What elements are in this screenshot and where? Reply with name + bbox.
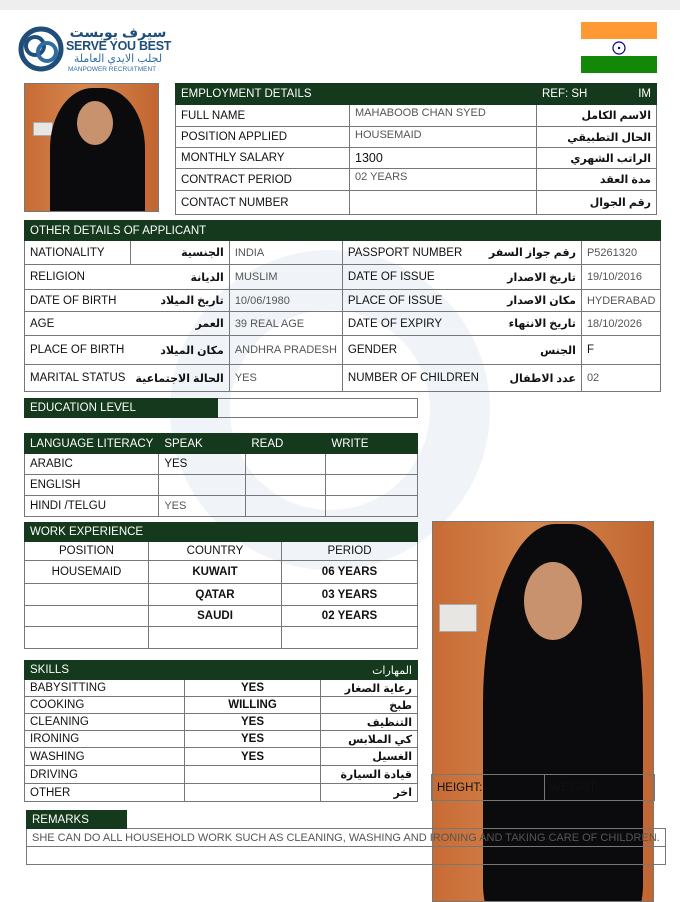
date-of-birth-value: 10/06/1980 — [229, 290, 342, 312]
education-level-header: EDUCATION LEVEL — [25, 399, 218, 418]
applicant-photo-small — [24, 83, 159, 212]
work-experience-table — [24, 522, 418, 649]
skill-cleaning-arabic: التنظيف — [321, 714, 418, 731]
work-row-period: 03 YEARS — [282, 584, 418, 606]
hindi-speak: YES — [159, 496, 246, 517]
logo-arabic-name: سيرف يوبست — [69, 24, 167, 40]
work-row-country: KUWAIT — [149, 561, 282, 584]
number-of-children-value: 02 — [581, 365, 660, 392]
education-level-value — [218, 399, 418, 418]
monthly-salary-arabic: الراتب الشهري — [537, 148, 657, 169]
place-of-birth-label: PLACE OF BIRTH — [25, 336, 131, 365]
english-write — [326, 475, 418, 496]
remarks-blank-line — [27, 847, 666, 865]
height-label: HEIGHT: — [432, 775, 545, 801]
skill-cooking-value: WILLING — [185, 697, 321, 714]
place-of-issue-value: HYDERABAD — [581, 290, 660, 312]
language-header: LANGUAGE LITERACY — [25, 434, 159, 454]
wall-socket — [33, 122, 53, 136]
ashoka-chakra-icon — [612, 41, 626, 55]
skill-washing-arabic: الغسيل — [321, 748, 418, 766]
full-name-label: FULL NAME — [176, 105, 350, 127]
skill-washing-value: YES — [185, 748, 321, 766]
skills-header: SKILLS — [25, 661, 321, 680]
remarks-table — [26, 810, 666, 865]
skill-cleaning: CLEANING — [25, 714, 185, 731]
position-applied-value: HOUSEMAID — [350, 127, 537, 148]
date-of-issue-label: DATE OF ISSUE — [342, 265, 483, 290]
hindi-read — [246, 496, 326, 517]
english-read — [246, 475, 326, 496]
work-row-country: QATAR — [149, 584, 282, 606]
language-row-hindi-telgu: HINDI /TELGU — [25, 496, 159, 517]
other-details-table — [24, 220, 661, 392]
write-header: WRITE — [326, 434, 418, 454]
monthly-salary-label: MONTHLY SALARY — [176, 148, 350, 169]
work-period-column: PERIOD — [282, 542, 418, 561]
age-arabic: العمر — [130, 312, 229, 336]
nationality-arabic: الجنسية — [130, 241, 229, 265]
skills-header-arabic: المهارات — [321, 661, 418, 680]
marital-status-value: YES — [229, 365, 342, 392]
skill-babysitting-value: YES — [185, 680, 321, 697]
date-of-birth-label: DATE OF BIRTH — [25, 290, 131, 312]
language-row-english: ENGLISH — [25, 475, 159, 496]
work-row-position — [25, 627, 149, 649]
contact-number-label: CONTACT NUMBER — [176, 191, 350, 215]
nationality-value: INDIA — [229, 241, 342, 265]
work-row-position — [25, 584, 149, 606]
position-applied-label: POSITION APPLIED — [176, 127, 350, 148]
ref-number: REF: SH IM — [537, 84, 657, 105]
skill-other-arabic: اخر — [321, 784, 418, 802]
date-of-expiry-arabic: تاريخ الانتهاء — [484, 312, 582, 336]
language-row-arabic: ARABIC — [25, 454, 159, 475]
speak-header: SPEAK — [159, 434, 246, 454]
logo-english-name: SERVE YOU BEST — [66, 39, 172, 53]
number-of-children-label: NUMBER OF CHILDREN — [342, 365, 483, 392]
contract-period-label: CONTRACT PERIOD — [176, 169, 350, 191]
top-bar — [0, 0, 680, 10]
gender-label: GENDER — [342, 336, 483, 365]
logo-tagline: MANPOWER RECRUITMENT — [68, 66, 157, 73]
read-header: READ — [246, 434, 326, 454]
gender-value: F — [581, 336, 660, 365]
height-weight-table — [431, 774, 655, 801]
hindi-write — [326, 496, 418, 517]
work-row-period: 06 YEARS — [282, 561, 418, 584]
work-row-country: SAUDI — [149, 606, 282, 627]
skill-ironing-value: YES — [185, 731, 321, 748]
skills-table — [24, 660, 418, 802]
place-of-birth-arabic: مكان الميلاد — [130, 336, 229, 365]
employment-details-table — [175, 83, 657, 215]
wall-socket — [439, 604, 477, 632]
skill-other: OTHER — [25, 784, 185, 802]
weight-label: WEIGHT: — [545, 775, 655, 801]
other-details-header: OTHER DETAILS OF APPLICANT — [25, 221, 343, 241]
skill-ironing-arabic: كي الملابس — [321, 731, 418, 748]
nationality-label: NATIONALITY — [25, 241, 131, 265]
logo-mark-icon — [18, 26, 64, 72]
skill-cooking: COOKING — [25, 697, 185, 714]
date-of-birth-arabic: تاريخ الميلاد — [130, 290, 229, 312]
skill-cleaning-value: YES — [185, 714, 321, 731]
full-name-value: MAHABOOB CHAN SYED — [350, 105, 537, 127]
logo-arabic-sub: لجلب الايدي العاملة — [73, 53, 163, 65]
date-of-expiry-value: 18/10/2026 — [581, 312, 660, 336]
company-logo — [18, 24, 178, 78]
marital-status-label: MARITAL STATUS — [25, 365, 131, 392]
place-of-issue-label: PLACE OF ISSUE — [342, 290, 483, 312]
monthly-salary-value: 1300 — [350, 148, 537, 169]
india-flag — [581, 22, 657, 73]
religion-value: MUSLIM — [229, 265, 342, 290]
remarks-text: SHE CAN DO ALL HOUSEHOLD WORK SUCH AS CLEANING, WASHING AND IRONING AND TAKING CARE OF CHILDREN. — [27, 829, 666, 847]
language-literacy-table — [24, 433, 418, 517]
religion-label: RELIGION — [25, 265, 131, 290]
contract-period-arabic: مدة العقد — [537, 169, 657, 191]
work-row-period: 02 YEARS — [282, 606, 418, 627]
work-row-country — [149, 627, 282, 649]
skill-driving: DRIVING — [25, 766, 185, 784]
work-position-column: POSITION — [25, 542, 149, 561]
arabic-read — [246, 454, 326, 475]
age-value: 39 REAL AGE — [229, 312, 342, 336]
work-row-position: HOUSEMAID — [25, 561, 149, 584]
place-of-issue-arabic: مكان الاصدار — [484, 290, 582, 312]
skill-ironing: IRONING — [25, 731, 185, 748]
skill-babysitting-arabic: رعاية الصغار — [321, 680, 418, 697]
marital-status-arabic: الحالة الاجتماعية — [130, 365, 229, 392]
position-applied-arabic: الحال التطبيقي — [537, 127, 657, 148]
contact-number-arabic: رقم الجوال — [537, 191, 657, 215]
work-row-position — [25, 606, 149, 627]
employment-header: EMPLOYMENT DETAILS — [176, 84, 537, 105]
contract-period-value: 02 YEARS — [350, 169, 537, 191]
date-of-issue-value: 19/10/2016 — [581, 265, 660, 290]
passport-number-value: P5261320 — [581, 241, 660, 265]
english-speak — [159, 475, 246, 496]
remarks-header: REMARKS — [27, 811, 127, 829]
religion-arabic: الديانة — [130, 265, 229, 290]
passport-number-label: PASSPORT NUMBER — [342, 241, 483, 265]
work-experience-header: WORK EXPERIENCE — [25, 523, 418, 542]
passport-number-arabic: رقم جواز السفر — [484, 241, 582, 265]
skill-babysitting: BABYSITTING — [25, 680, 185, 697]
skill-driving-arabic: قيادة السيارة — [321, 766, 418, 784]
skill-washing: WASHING — [25, 748, 185, 766]
date-of-expiry-label: DATE OF EXPIRY — [342, 312, 483, 336]
skill-other-value — [185, 784, 321, 802]
work-row-period — [282, 627, 418, 649]
number-of-children-arabic: عدد الاطفال — [484, 365, 582, 392]
arabic-speak: YES — [159, 454, 246, 475]
work-country-column: COUNTRY — [149, 542, 282, 561]
skill-driving-value — [185, 766, 321, 784]
arabic-write — [326, 454, 418, 475]
skill-cooking-arabic: طبخ — [321, 697, 418, 714]
full-name-arabic: الاسم الكامل — [537, 105, 657, 127]
age-label: AGE — [25, 312, 131, 336]
place-of-birth-value: ANDHRA PRADESH — [229, 336, 342, 365]
date-of-issue-arabic: تاريخ الاصدار — [484, 265, 582, 290]
contact-number-value — [350, 191, 537, 215]
education-level-table — [24, 398, 418, 418]
gender-arabic: الجنس — [484, 336, 582, 365]
